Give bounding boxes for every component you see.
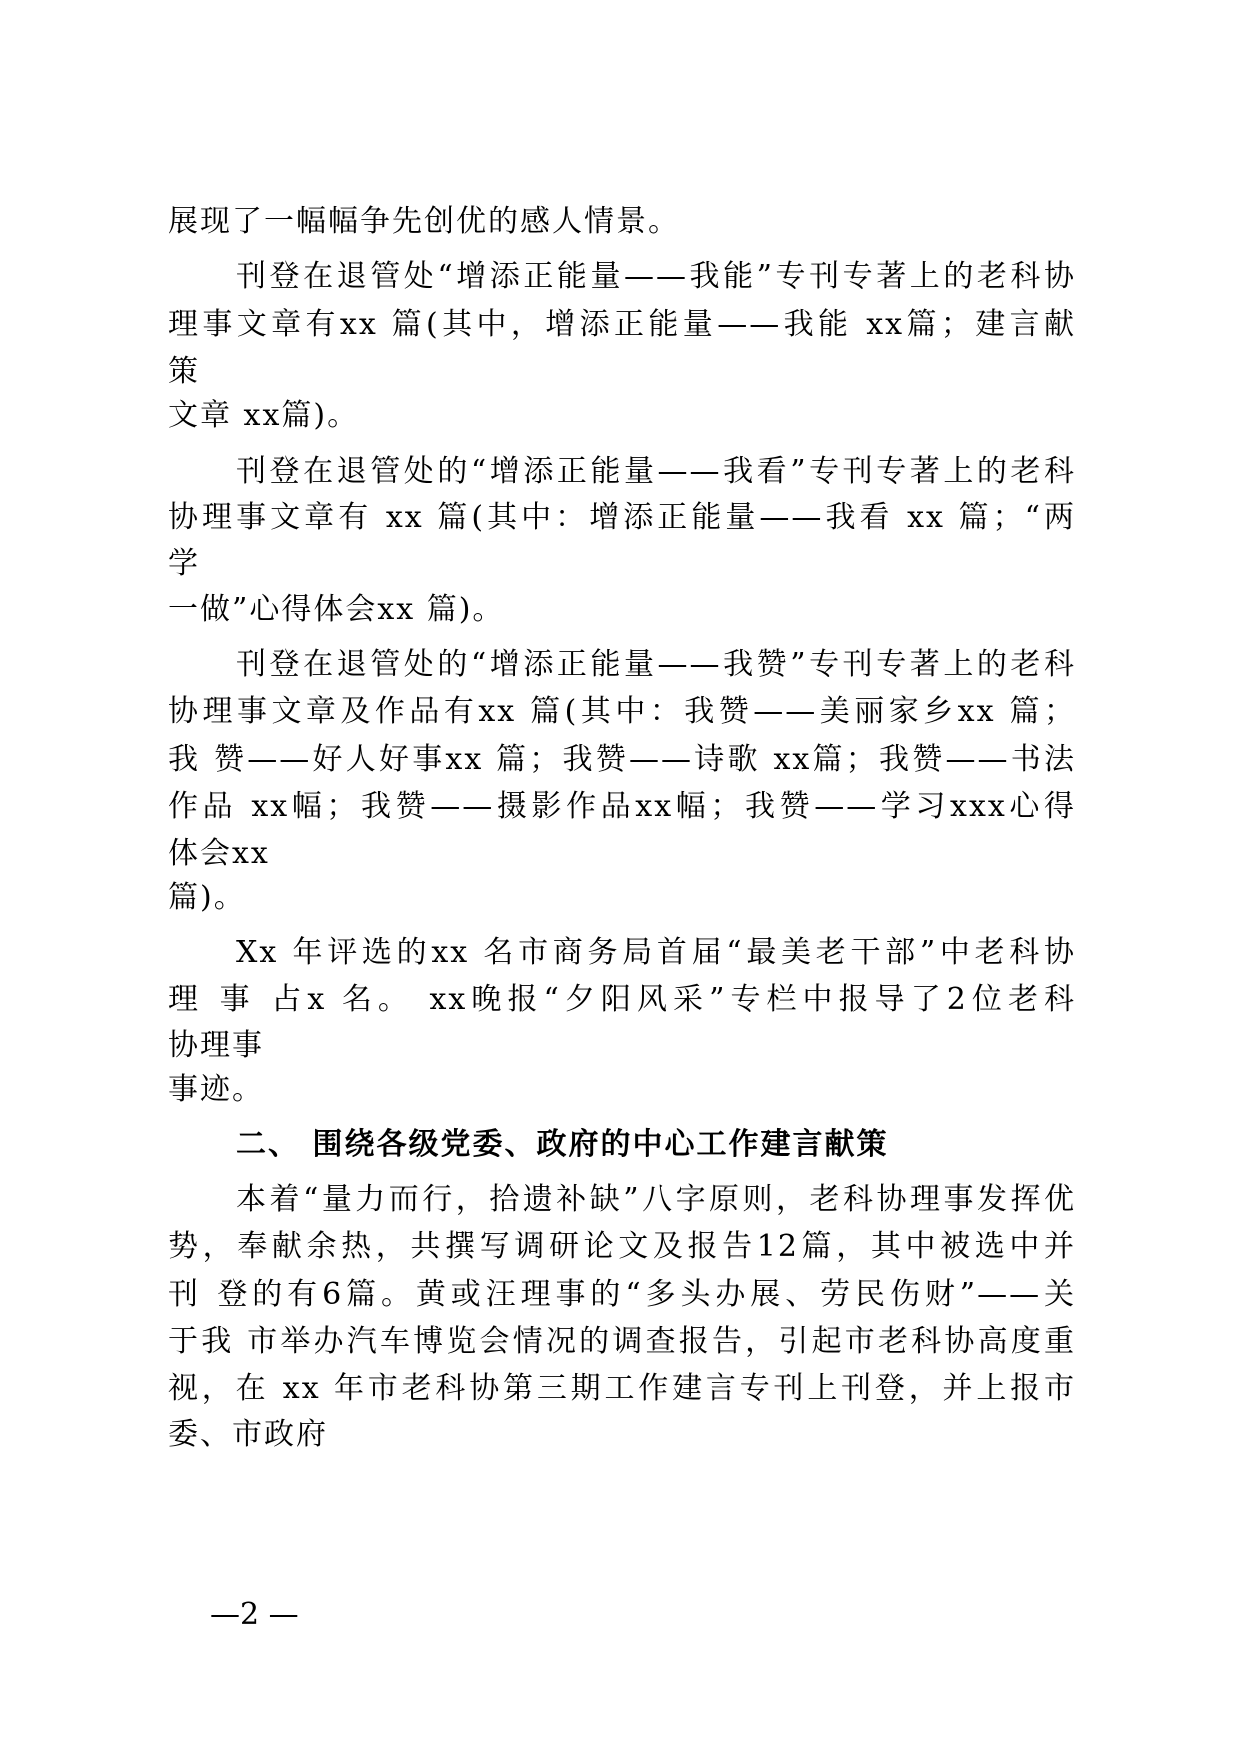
paragraph-line-3: 理事文章有xx 篇(其中，增添正能量——我能 xx篇；建言献 [168,307,1076,342]
paragraph-line-10: 刊登在退管处的“增添正能量——我赞”专刊专著上的老科 [236,647,1076,682]
paragraph-line-13: 作品 xx幅；我赞——摄影作品xx幅；我赞——学习xxx心得 [168,789,1076,824]
paragraph-line-23: 于我 市举办汽车博览会情况的调查报告，引起市老科协高度重 [168,1324,1076,1359]
paragraph-line-4: 策 [168,354,200,389]
paragraph-line-14: 体会xx [168,836,270,871]
paragraph-line-18: 协理事 [168,1028,264,1063]
paragraph-line-24: 视，在 xx 年市老科协第三期工作建言专刊上刊登，并上报市 [168,1371,1076,1406]
page-number: —2 — [210,1597,299,1632]
paragraph-line-16: Xx 年评选的xx 名市商务局首届“最美老干部”中老科协 [236,935,1076,970]
paragraph-line-8: 学 [168,546,200,581]
section-heading: 二、 围绕各级党委、政府的中心工作建言献策 [236,1127,889,1162]
paragraph-line-15: 篇)。 [168,880,246,915]
paragraph-line-2: 刊登在退管处“增添正能量——我能”专刊专著上的老科协 [236,259,1076,294]
paragraph-line-20: 本着“量力而行，拾遗补缺”八字原则，老科协理事发挥优 [236,1182,1076,1217]
paragraph-line-21: 势，奉献余热，共撰写调研论文及报告12篇，其中被选中并 [168,1229,1076,1264]
paragraph-line-6: 刊登在退管处的“增添正能量——我看”专刊专著上的老科 [236,454,1076,489]
paragraph-line-7: 协理事文章有 xx 篇(其中：增添正能量——我看 xx 篇；“两 [168,500,1076,535]
paragraph-line-1: 展现了一幅幅争先创优的感人情景。 [168,204,680,239]
paragraph-line-19: 事迹。 [168,1072,264,1107]
paragraph-line-5: 文章 xx篇)。 [168,398,360,433]
paragraph-line-12: 我 赞——好人好事xx 篇；我赞——诗歌 xx篇；我赞——书法 [168,742,1076,777]
paragraph-line-25: 委、市政府 [168,1417,328,1452]
paragraph-line-17: 理 事 占x 名。 xx晚报“夕阳风采”专栏中报导了2位老科 [168,982,1076,1017]
paragraph-line-9: 一做”心得体会xx 篇)。 [168,592,505,627]
paragraph-line-22: 刊 登的有6篇。黄或汪理事的“多头办展、劳民伤财”——关 [168,1277,1076,1312]
paragraph-line-11: 协理事文章及作品有xx 篇(其中：我赞——美丽家乡xx 篇； [168,694,1076,729]
